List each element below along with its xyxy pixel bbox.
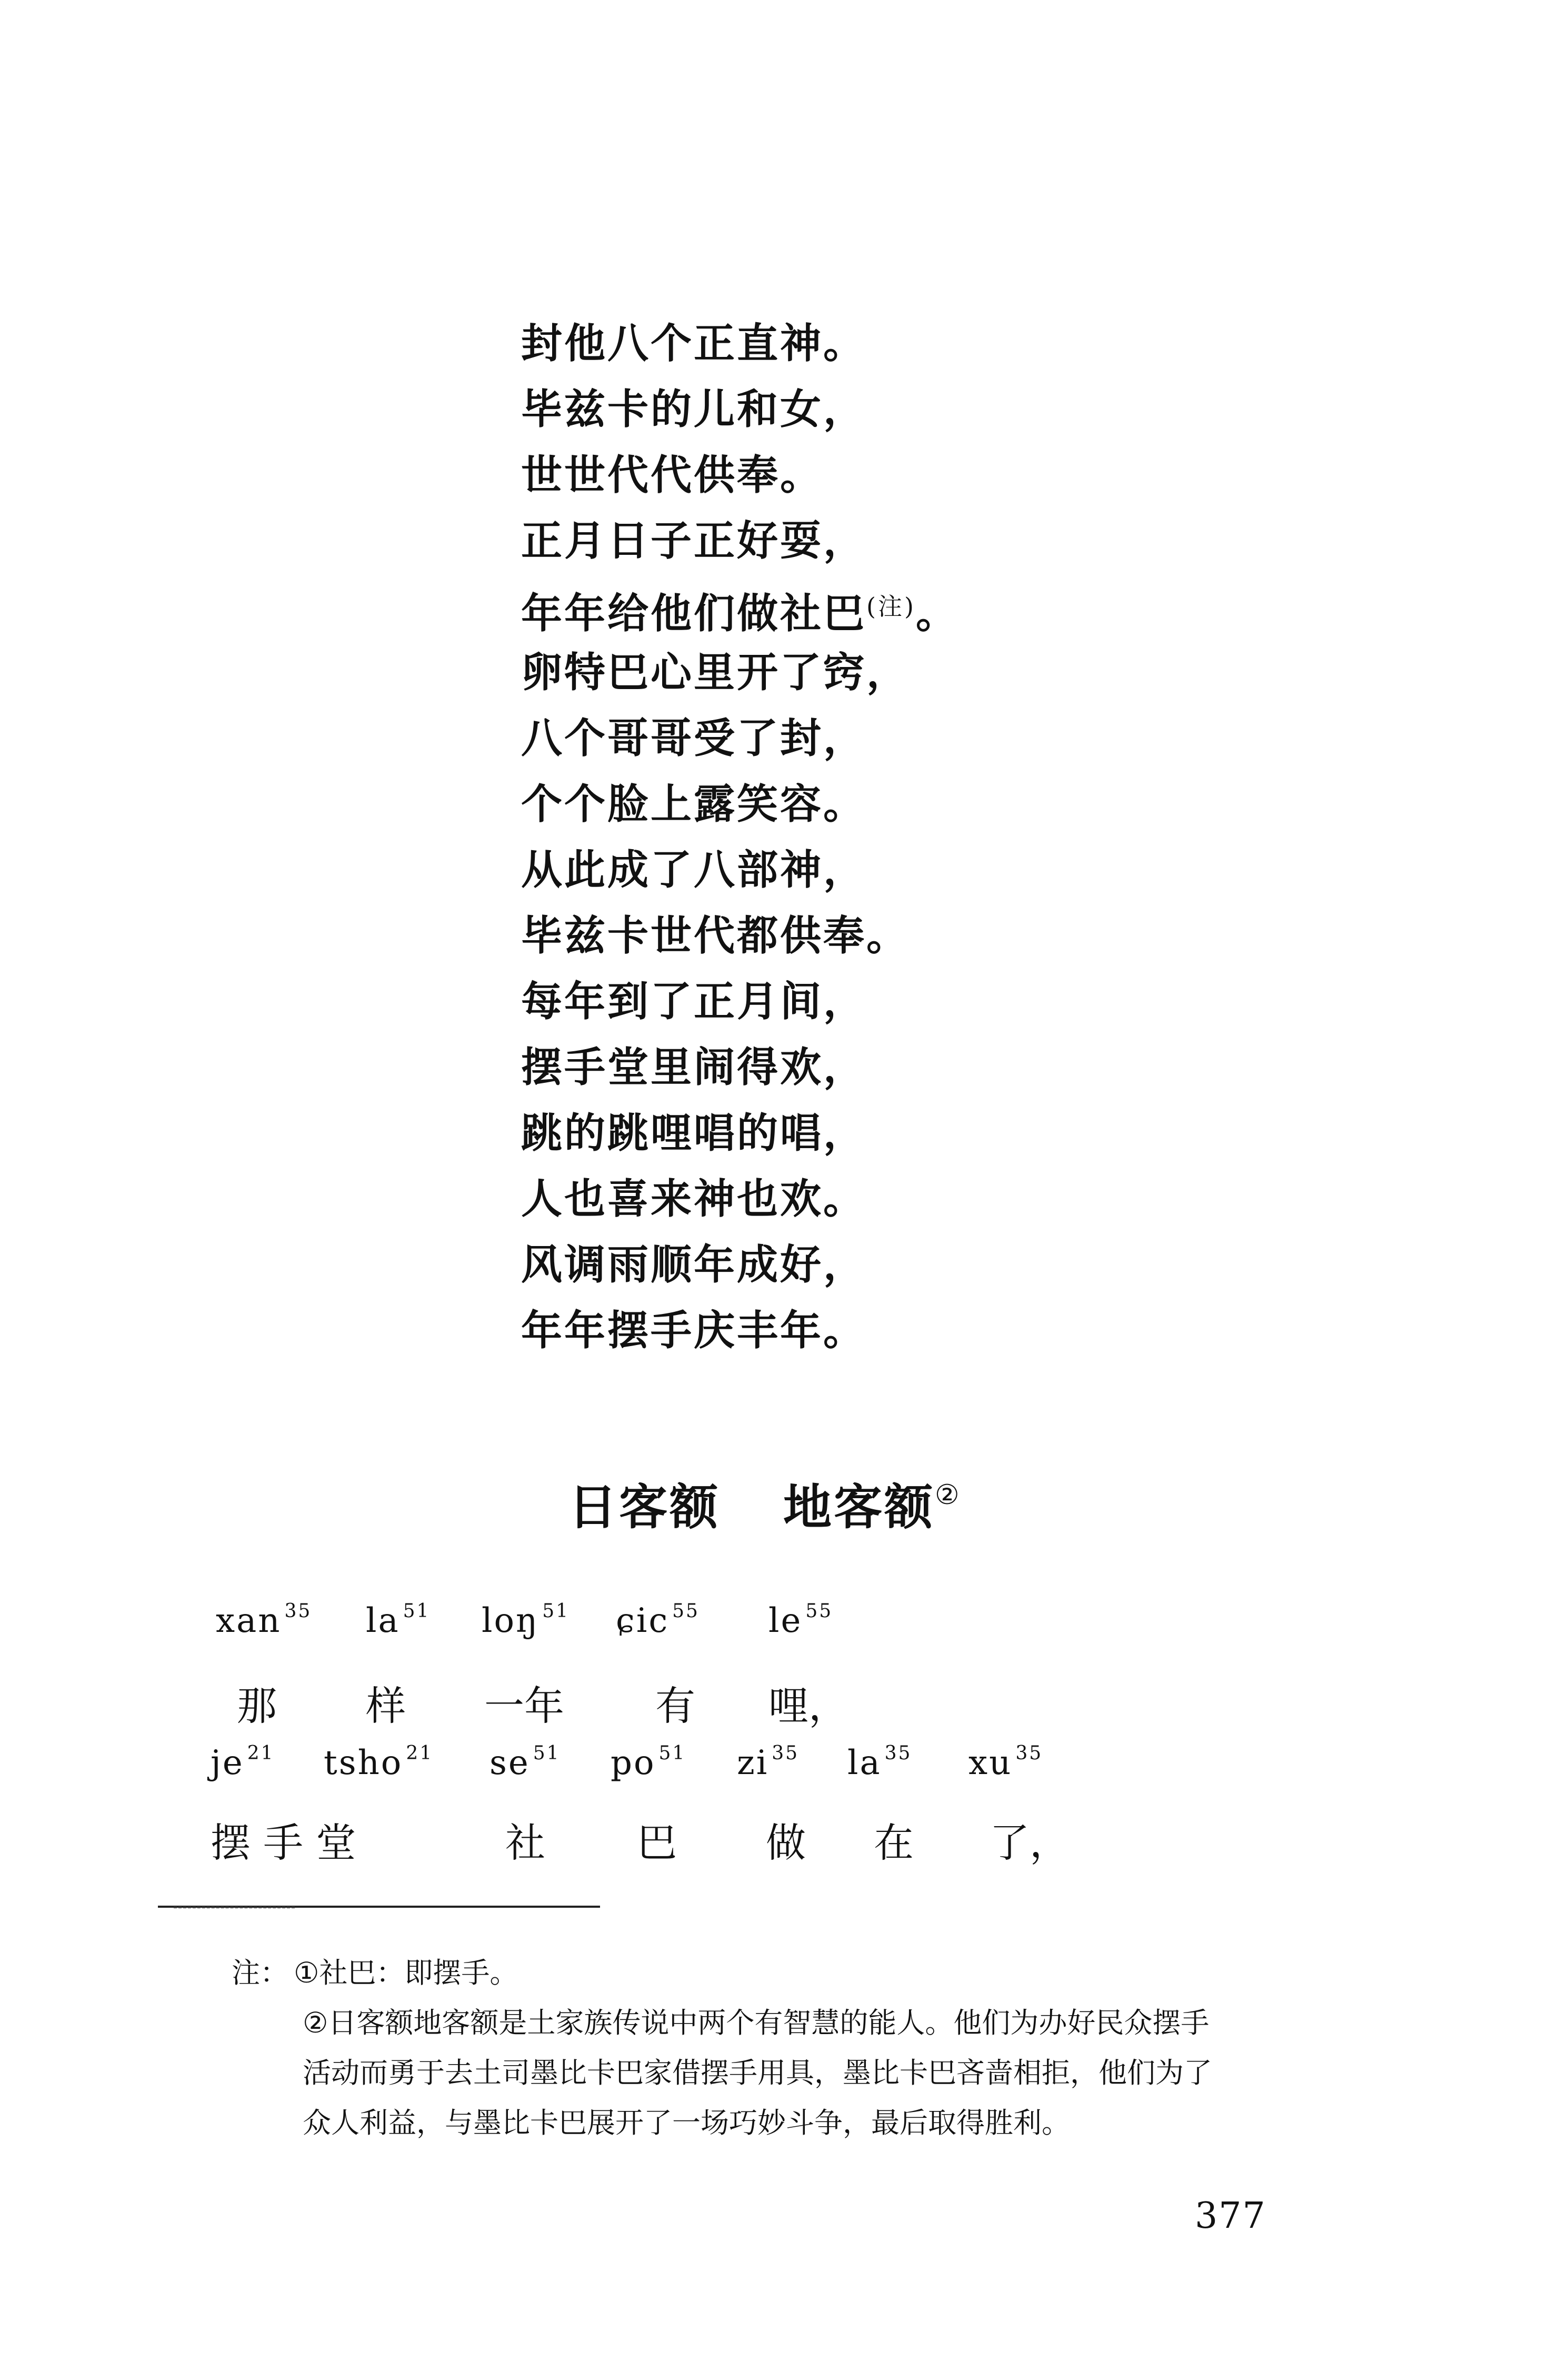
transcription-word: ɕic $^{55}$ [616,1600,700,1640]
gloss-word: 有 [655,1682,695,1729]
poem-line: 毕兹卡世代都供奉。 [521,912,910,960]
poem-line: 封他八个正直神。 [521,320,867,367]
transcription-word: se $^{51}$ [490,1742,561,1782]
gloss-word: 样 [366,1682,406,1729]
poem-line-with-note [521,574,959,640]
title-part-1: 日客额 [568,1479,721,1536]
gloss-word: 摆 手 堂 [211,1819,356,1866]
gloss-word: 社 [505,1819,545,1866]
page-number: 377 [1195,2195,1266,2237]
poem-line: 从此成了八部神， [521,846,867,894]
transcription-word: la $^{51}$ [366,1600,431,1640]
footnote-1 [232,1948,1390,1998]
transcription-word: xu $^{35}$ [968,1742,1043,1782]
poem-line: 跳的跳哩唱的唱， [521,1109,867,1157]
footnote-2-line: 活动而勇于去土司墨比卡巴家借摆手用具，墨比卡巴吝啬相拒，他们为了 [303,2056,1212,2089]
gloss-word: 了， [990,1819,1070,1866]
gloss-word: 做 [766,1819,806,1866]
poem-line: 个个脸上露笑容。 [521,780,867,828]
poem-line: 人也喜来神也欢。 [521,1175,867,1223]
transcription-word: po $^{51}$ [611,1742,686,1782]
poem-line: 每年到了正月间， [521,978,867,1025]
footnote-2-line: 众人利益，与墨比卡巴展开了一场巧妙斗争，最后取得胜利。 [303,2106,1070,2139]
poem-line: 卵特巴心里开了窍， [521,649,910,696]
transcription-word: loŋ $^{51}$ [482,1600,570,1640]
gloss-word: 一年 [484,1682,564,1729]
poem-line: 八个哥哥受了封， [521,714,867,762]
footnote-2-line: ②日客额地客额是土家族传说中两个有智慧的能人。他们为办好民众摆手 [303,2006,1210,2039]
transcription-word: xan $^{35}$ [216,1600,312,1640]
poem-line: 正月日子正好耍， [521,517,867,565]
transcription-word: je $^{21}$ [211,1742,275,1782]
note-reference: (注) [866,592,916,621]
poem [521,311,959,1363]
poem-line: 风调雨顺年成好， [521,1241,867,1289]
transcription-word: la $^{35}$ [847,1742,912,1782]
footnote-divider-dashed [174,1907,295,1908]
poem-line-text: 年年给他们做社巴 [521,590,867,637]
footnote-text: ①社巴：即摆手。 [294,1956,518,1989]
gloss-word: 哩， [768,1682,848,1729]
gloss-word: 巴 [637,1819,677,1866]
poem-line: 年年摆手庆丰年。 [521,1307,867,1354]
title-note-reference: ② [935,1479,962,1511]
section-title [568,1469,962,1538]
poem-line: 毕兹卡的儿和女， [521,385,867,433]
poem-line-end: 。 [915,590,959,637]
transcription-word: zi $^{35}$ [737,1742,799,1782]
transcription-word: le $^{55}$ [768,1600,833,1640]
poem-line: 摆手堂里闹得欢， [521,1043,867,1091]
gloss-word: 在 [874,1819,914,1866]
title-part-2: 地客额 [783,1479,935,1536]
gloss-word: 那 [237,1682,277,1729]
poem-line: 世世代代供奉。 [521,451,824,499]
footnote-label: 注： [232,1956,288,1989]
footnotes [232,1948,1390,2148]
transcription-word: tsho $^{21}$ [324,1742,434,1782]
